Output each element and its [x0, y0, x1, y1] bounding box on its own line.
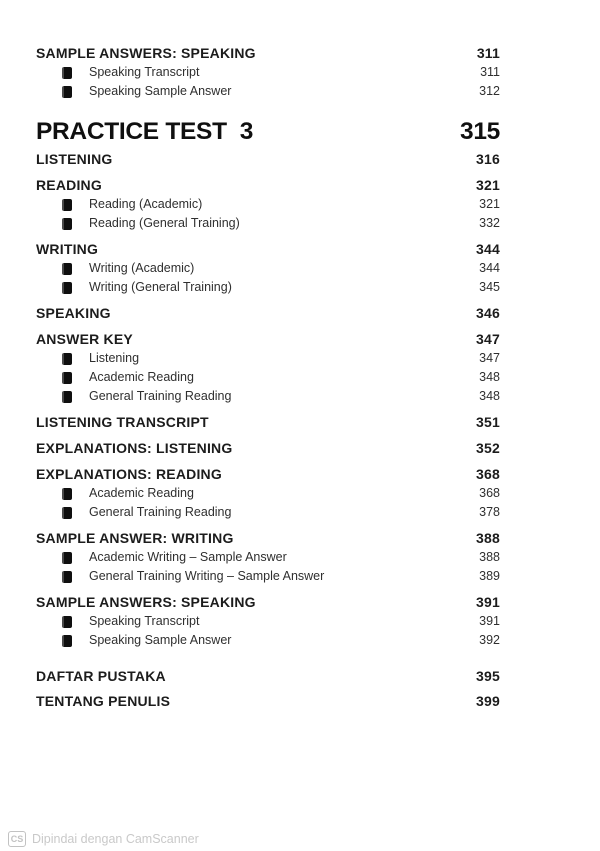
toc-entry-label: General Training Reading — [89, 505, 232, 519]
toc-page-number: 399 — [476, 693, 500, 709]
book-bullet-icon — [62, 488, 72, 500]
toc-entry-label: SAMPLE ANSWERS: SPEAKING — [36, 594, 256, 610]
toc-page-number: 321 — [479, 197, 500, 211]
toc-entry — [36, 548, 500, 567]
chapter-title: PRACTICE TEST 3 — [36, 118, 254, 145]
toc-entry — [36, 529, 500, 548]
book-bullet-icon — [62, 571, 72, 583]
toc-entry — [36, 304, 500, 323]
book-bullet-icon — [62, 86, 72, 98]
toc-entry — [36, 631, 500, 650]
toc-page-number: 391 — [479, 614, 500, 628]
toc-page-number: 389 — [479, 569, 500, 583]
chapter-page-number: 315 — [460, 118, 500, 145]
toc-page-number: 347 — [476, 331, 500, 347]
toc-entry — [36, 330, 500, 349]
toc-entry-label: General Training Reading — [89, 389, 232, 403]
toc-entry-label: TENTANG PENULIS — [36, 693, 171, 709]
toc-entry-label: Writing (General Training) — [89, 280, 232, 294]
toc-page-number: 346 — [476, 305, 500, 321]
watermark-text: Dipindai dengan CamScanner — [32, 832, 199, 846]
book-bullet-icon — [62, 552, 72, 564]
toc-entry — [36, 439, 500, 458]
book-bullet-icon — [62, 372, 72, 384]
toc-page-number: 347 — [479, 351, 500, 365]
toc-page-number: 345 — [479, 280, 500, 294]
toc-page-number: 395 — [476, 668, 500, 684]
book-bullet-icon — [62, 391, 72, 403]
book-bullet-icon — [62, 635, 72, 647]
toc-entry — [36, 63, 500, 82]
toc-entry — [36, 195, 500, 214]
toc-entry-label: Academic Reading — [89, 370, 194, 384]
toc-entry-label: SAMPLE ANSWER: WRITING — [36, 530, 234, 546]
camscanner-watermark — [8, 831, 199, 847]
toc-entry — [36, 667, 500, 686]
toc-entry — [36, 176, 500, 195]
toc-page-number: 368 — [476, 466, 500, 482]
toc-entry — [36, 387, 500, 406]
toc-entry — [36, 44, 500, 63]
toc-entry-label: READING — [36, 177, 102, 193]
toc-entry — [36, 278, 500, 297]
toc-entry-label: DAFTAR PUSTAKA — [36, 668, 166, 684]
toc-page-number: 368 — [479, 486, 500, 500]
toc-entry-label: Speaking Transcript — [89, 614, 200, 628]
book-bullet-icon — [62, 263, 72, 275]
toc-entry — [36, 612, 500, 631]
toc-page-number: 311 — [476, 45, 500, 61]
toc-entry-label: WRITING — [36, 241, 99, 257]
toc-entry — [36, 349, 500, 368]
toc-entry-label: Speaking Transcript — [89, 65, 200, 79]
toc-entry-label: Reading (Academic) — [89, 197, 203, 211]
toc-page-number: 352 — [476, 440, 500, 456]
toc-entry-label: LISTENING — [36, 151, 113, 167]
toc-entry-label: Listening — [89, 351, 140, 365]
toc-entry-label: Speaking Sample Answer — [89, 84, 232, 98]
toc-page-number: 344 — [479, 261, 500, 275]
toc-entry-label: Academic Reading — [89, 486, 194, 500]
toc-entry-label: General Training Writing – Sample Answer — [89, 569, 325, 583]
toc-page-number: 344 — [476, 241, 500, 257]
toc-page-number: 348 — [479, 370, 500, 384]
toc-entry — [36, 259, 500, 278]
chapter-heading — [36, 118, 500, 146]
toc-page-number: 351 — [476, 414, 500, 430]
toc-page-number: 391 — [476, 594, 500, 610]
toc-page-number: 312 — [479, 84, 500, 98]
toc-entry — [36, 150, 500, 169]
toc-page-number: 392 — [479, 633, 500, 647]
toc-entry-label: Writing (Academic) — [89, 261, 195, 275]
toc-page-number: 316 — [476, 151, 500, 167]
toc-entry-label: LISTENING TRANSCRIPT — [36, 414, 209, 430]
toc-page-number: 311 — [480, 65, 500, 79]
toc-entry-label: SPEAKING — [36, 305, 111, 321]
toc-entry — [36, 82, 500, 101]
toc-entry — [36, 214, 500, 233]
toc-entry-label: SAMPLE ANSWERS: SPEAKING — [36, 45, 256, 61]
toc-page-number: 378 — [479, 505, 500, 519]
toc-entry-label: EXPLANATIONS: LISTENING — [36, 440, 233, 456]
toc-entry — [36, 692, 500, 711]
book-bullet-icon — [62, 199, 72, 211]
camscanner-cs-badge-icon: CS — [8, 831, 26, 847]
toc-page-number: 321 — [476, 177, 500, 193]
book-bullet-icon — [62, 353, 72, 365]
book-bullet-icon — [62, 507, 72, 519]
book-bullet-icon — [62, 67, 72, 79]
toc-entry-label: ANSWER KEY — [36, 331, 133, 347]
book-bullet-icon — [62, 282, 72, 294]
book-bullet-icon — [62, 218, 72, 230]
toc-entry — [36, 567, 500, 586]
toc-entry-label: EXPLANATIONS: READING — [36, 466, 222, 482]
toc-page-number: 388 — [476, 530, 500, 546]
toc-page-number: 348 — [479, 389, 500, 403]
toc-entry — [36, 484, 500, 503]
book-bullet-icon — [62, 616, 72, 628]
toc-page-number: 388 — [479, 550, 500, 564]
toc-entry — [36, 503, 500, 522]
toc-entry — [36, 593, 500, 612]
toc-entry-label: Speaking Sample Answer — [89, 633, 232, 647]
toc-entry — [36, 465, 500, 484]
toc-entry-label: Academic Writing – Sample Answer — [89, 550, 287, 564]
toc-entry — [36, 368, 500, 387]
toc-entry — [36, 413, 500, 432]
toc-page-number: 332 — [479, 216, 500, 230]
toc-entry-label: Reading (General Training) — [89, 216, 240, 230]
toc-entry — [36, 240, 500, 259]
